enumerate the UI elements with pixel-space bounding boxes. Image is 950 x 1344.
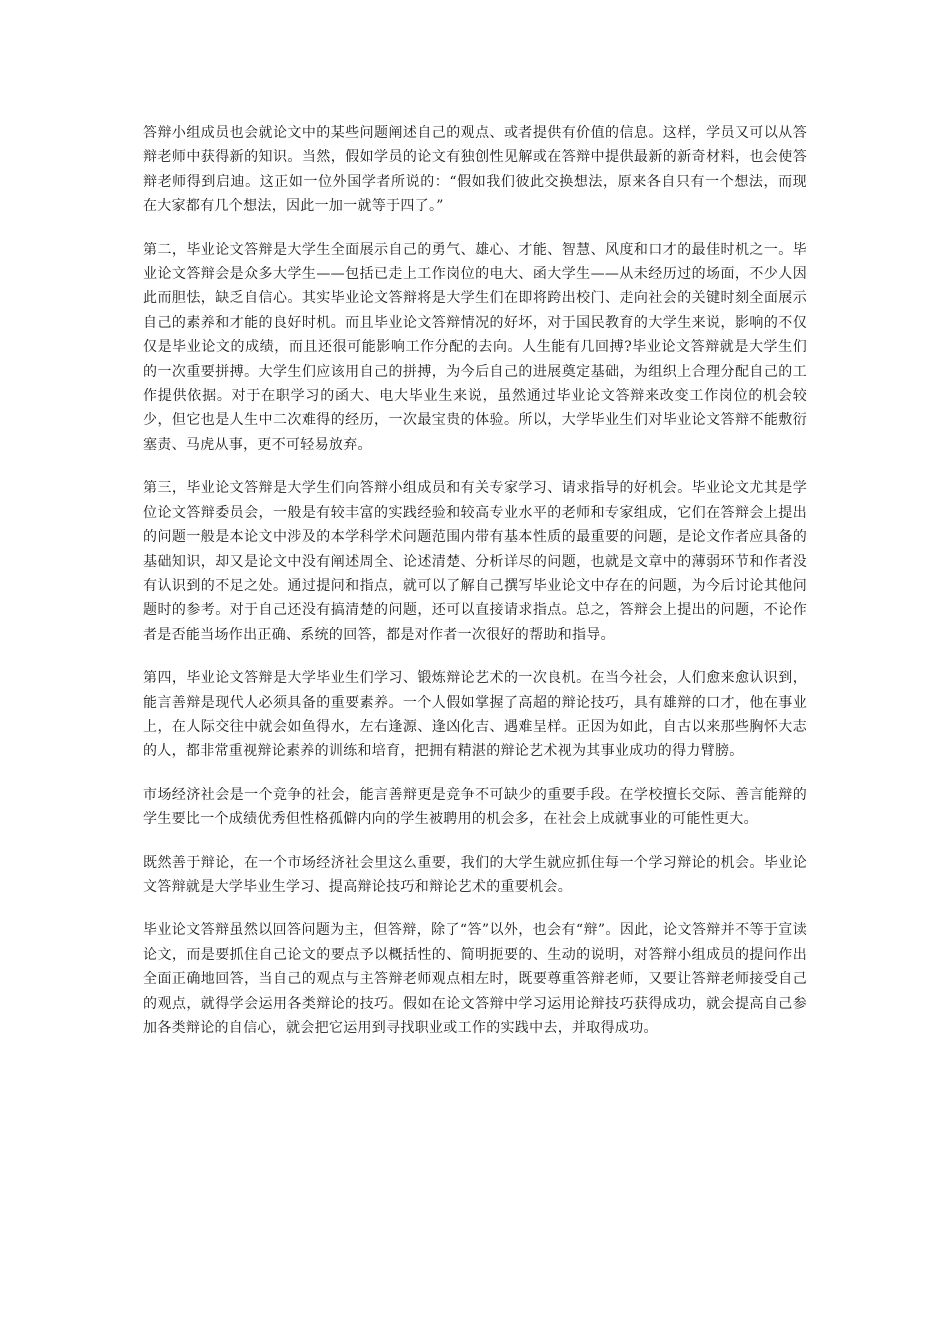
- paragraph-2: 第二，毕业论文答辩是大学生全面展示自己的勇气、雄心、才能、智慧、风度和口才的最佳时机之一。毕业论文答辩会是众多大学生——包括已走上工作岗位的电大、函大学生——从未经历过的场面，不少人因此而胆怯，缺乏自信心。其实毕业论文答辩将是大学生们在即将跨出校门、走向社会的关键时刻全面展示自己的素养和才能的良好时机。而且毕业论文答辩情况的好坏，对于国民教育的大学生来说，影响的不仅仅是毕业论文的成绩，而且还很可能影响工作分配的去向。人生能有几回搏?毕业论文答辩就是大学生们的一次重要拼搏。大学生们应该用自己的拼搏，为今后自己的进展奠定基础，为组织上合理分配自己的工作提供依据。对于在职学习的函大、电大毕业生来说，虽然通过毕业论文答辩来改变工作岗位的机会较少，但它也是人生中二次难得的经历，一次最宝贵的体验。所以，大学毕业生们对毕业论文答辩不能敷衍塞责、马虎从事，更不可轻易放弃。: [143, 241, 807, 453]
- paragraph-7: 毕业论文答辩虽然以回答问题为主，但答辩，除了“答”以外，也会有“辩”。因此，论文答辩并不等于宣读论文，而是要抓住自己论文的要点予以概括性的、简明扼要的、生动的说明，对答辩小组成员的提问作出全面正确地回答，当自己的观点与主答辩老师观点相左时，既要尊重答辩老师，又要让答辩老师接受自己的观点，就得学会运用各类辩论的技巧。假如在论文答辩中学习运用论辩技巧获得成功，就会提高自己参加各类辩论的自信心，就会把它运用到寻找职业或工作的实践中去，并取得成功。: [143, 922, 807, 1036]
- document-body: [143, 121, 807, 1059]
- paragraph-3: 第三，毕业论文答辩是大学生们向答辩小组成员和有关专家学习、请求指导的好机会。毕业论文尤其是学位论文答辩委员会，一般是有较丰富的实践经验和较高专业水平的老师和专家组成，它们在答辩会上提出的问题一般是本论文中涉及的本学科学术问题范围内带有基本性质的最重要的问题，是论文作者应具备的基础知识，却又是论文中没有阐述周全、论述清楚、分析详尽的问题，也就是文章中的薄弱环节和作者没有认识到的不足之处。通过提问和指点，就可以了解自己撰写毕业论文中存在的问题，为今后讨论其他问题时的参考。对于自己还没有搞清楚的问题，还可以直接请求指点。总之，答辩会上提出的问题，不论作者是否能当场作出正确、系统的回答，都是对作者一次很好的帮助和指导。: [143, 480, 807, 643]
- paragraph-5: 市场经济社会是一个竞争的社会，能言善辩更是竞争不可缺少的重要手段。在学校擅长交际、善言能辩的学生要比一个成绩优秀但性格孤僻内向的学生被聘用的机会多，在社会上成就事业的可能性更大。: [143, 786, 807, 828]
- paragraph-1: 答辩小组成员也会就论文中的某些问题阐述自己的观点、或者提供有价值的信息。这样，学员又可以从答辩老师中获得新的知识。当然，假如学员的论文有独创性见解或在答辩中提供最新的新奇材料，也会使答辩老师得到启迪。这正如一位外国学者所说的：“假如我们彼此交换想法，原来各自只有一个想法，而现在大家都有几个想法，因此一加一就等于四了。”: [143, 125, 807, 215]
- paragraph-4: 第四，毕业论文答辩是大学毕业生们学习、锻炼辩论艺术的一次良机。在当今社会，人们愈来愈认识到，能言善辩是现代人必须具备的重要素养。一个人假如掌握了高超的辩论技巧，具有雄辩的口才，他在事业上，在人际交往中就会如鱼得水，左右逢源、逢凶化吉、遇难呈样。正因为如此，自古以来那些胸怀大志的人，都非常重视辩论素养的训练和培育，把拥有精湛的辩论艺术视为其事业成功的得力臂膀。: [143, 670, 807, 760]
- paragraph-6: 既然善于辩论，在一个市场经济社会里这么重要，我们的大学生就应抓住每一个学习辩论的机会。毕业论文答辩就是大学毕业生学习、提高辩论技巧和辩论艺术的重要机会。: [143, 854, 807, 895]
